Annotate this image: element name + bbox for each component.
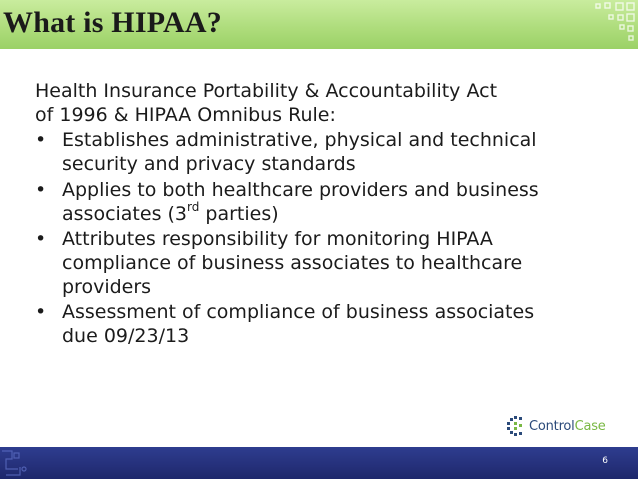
controlcase-logo — [506, 414, 606, 438]
bullet-text: parties) — [199, 202, 279, 225]
bullet-text: associates (3 — [62, 202, 188, 225]
bullet-line: security and privacy standards — [62, 153, 356, 176]
bullet-item — [35, 228, 633, 299]
intro-line: Health Insurance Portability & Accountability Act — [35, 80, 498, 102]
bullet-line: Attributes responsibility for monitoring HIPAA — [62, 228, 493, 251]
page-number: 6 — [602, 456, 608, 466]
title-bar — [0, 0, 638, 49]
ordinal-suffix: rd — [187, 200, 200, 215]
bullet-item — [35, 301, 633, 348]
bullet-dot: • — [35, 129, 47, 152]
bullet-list — [35, 129, 633, 348]
bullet-dot: • — [35, 301, 47, 324]
controlcase-logo-icon — [506, 415, 526, 437]
bullet-line: Establishes administrative, physical and technical — [62, 129, 537, 152]
bullet-line: Applies to both healthcare providers and business — [62, 178, 539, 201]
bullet-line: providers — [62, 275, 152, 298]
logo-text-case: Case — [574, 418, 606, 434]
circuit-pattern-icon — [0, 447, 40, 479]
slide-body — [35, 80, 633, 351]
bullet-line: Assessment of compliance of business associates — [62, 301, 535, 324]
footer-bar — [0, 447, 638, 479]
bullet-dot: • — [35, 178, 47, 201]
bullet-line — [62, 200, 633, 227]
intro-line: of 1996 & HIPAA Omnibus Rule: — [35, 103, 336, 126]
intro-text — [35, 80, 633, 127]
bullet-item — [35, 129, 633, 176]
bullet-line: due 09/23/13 — [62, 325, 190, 348]
bullet-item — [35, 179, 633, 226]
logo-text-control: Control — [529, 418, 575, 434]
corner-pattern-icon — [580, 0, 638, 49]
slide-title: What is HIPAA? — [3, 6, 222, 39]
bullet-line: compliance of business associates to healthcare — [62, 251, 523, 274]
bullet-dot: • — [35, 228, 47, 251]
